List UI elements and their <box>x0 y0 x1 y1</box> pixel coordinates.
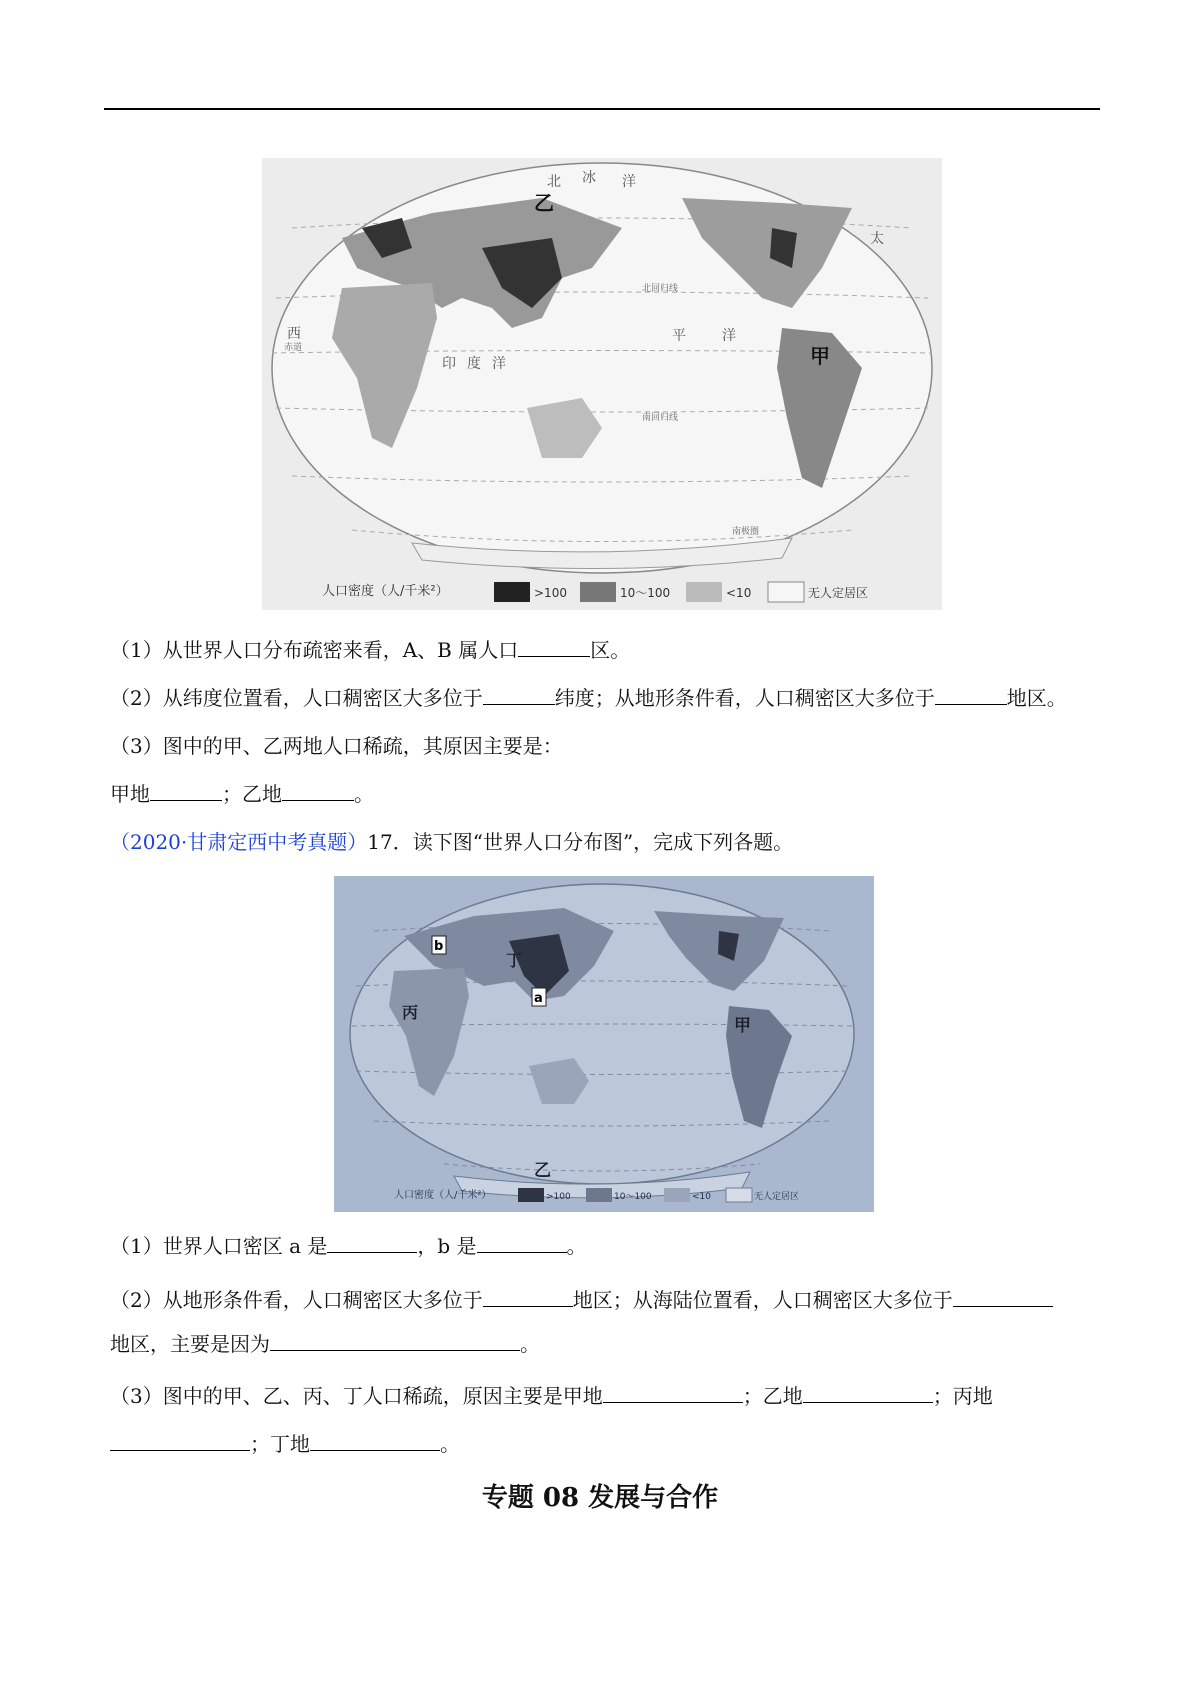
answer-blank[interactable] <box>110 1430 250 1451</box>
legend-label-medium: 10～100 <box>620 586 671 600</box>
q16-line-4: 甲地 ；乙地 。 <box>110 782 374 806</box>
q17-line-3: 地区，主要是因为 。 <box>110 1332 540 1356</box>
legend-swatch-medium <box>586 1188 612 1202</box>
ocean-label: 平 <box>672 328 686 344</box>
equator-label: 赤道 <box>284 343 303 353</box>
legend-label-none: 无人定居区 <box>808 586 869 600</box>
place-label-ding: 丁 <box>506 951 523 970</box>
legend-swatch-dense <box>518 1188 544 1202</box>
legend-label-sparse: <10 <box>692 1192 711 1202</box>
legend-swatch-dense <box>494 582 530 602</box>
answer-blank[interactable] <box>327 1232 417 1253</box>
place-label-yi: 乙 <box>534 191 554 215</box>
q17-line-4: （3）图中的甲、乙、丙、丁人口稀疏，原因主要是甲地 ；乙地 ；丙地 <box>110 1384 993 1408</box>
answer-blank[interactable] <box>282 780 354 801</box>
section-title: 专题 08 发展与合作 <box>481 1483 719 1513</box>
tropic-capricorn-label: 南回归线 <box>642 413 679 423</box>
answer-blank[interactable] <box>477 1232 567 1253</box>
ocean-label: 北 <box>547 174 561 190</box>
antarctic-circle-label: 南极圈 <box>732 527 760 537</box>
answer-blank[interactable] <box>310 1430 440 1451</box>
answer-blank[interactable] <box>603 1382 743 1403</box>
legend-label-dense: >100 <box>534 586 567 600</box>
ocean-label: 印 <box>442 356 456 372</box>
legend-label-none: 无人定居区 <box>754 1192 800 1202</box>
tropic-cancer-label: 北回归线 <box>642 284 679 294</box>
q16-line-3: （3）图中的甲、乙两地人口稀疏，其原因主要是： <box>110 734 563 758</box>
legend-label-sparse: <10 <box>726 586 752 600</box>
q17-stem: （2020·甘肃定西中考真题）17．读下图“世界人口分布图”，完成下列各题。 <box>110 830 794 854</box>
world-population-map-2 <box>334 876 874 1212</box>
ocean-label: 西 <box>287 326 301 342</box>
place-label-bing: 丙 <box>402 1003 419 1022</box>
answer-blank[interactable] <box>270 1330 520 1351</box>
ocean-label: 太 <box>870 231 884 247</box>
answer-blank[interactable] <box>483 684 555 705</box>
ocean-label: 洋 <box>492 356 506 372</box>
legend-label-dense: >100 <box>546 1192 571 1202</box>
legend-swatch-none <box>726 1188 752 1202</box>
ocean-label: 度 <box>467 356 481 372</box>
legend-swatch-none <box>768 582 804 602</box>
place-label-jia: 甲 <box>734 1016 751 1036</box>
answer-blank[interactable] <box>935 684 1007 705</box>
legend-swatch-sparse <box>686 582 722 602</box>
ocean-label: 洋 <box>622 174 636 190</box>
answer-blank[interactable] <box>518 636 590 657</box>
place-label-yi: 乙 <box>534 1161 551 1181</box>
answer-blank[interactable] <box>953 1286 1053 1307</box>
ocean-label: 洋 <box>722 328 736 344</box>
legend-title: 人口密度（人/千米²） <box>322 584 449 599</box>
q17-line-2: （2）从地形条件看，人口稠密区大多位于 地区；从海陆位置看，人口稠密区大多位于 <box>110 1286 1053 1314</box>
legend-swatch-medium <box>580 582 616 602</box>
question-source: （2020·甘肃定西中考真题） <box>110 830 368 854</box>
legend-label-medium: 10～100 <box>614 1192 652 1202</box>
q16-line-1: （1）从世界人口分布疏密来看，A、B 属人口 区。 <box>110 638 631 662</box>
legend-title: 人口密度（人/千米²） <box>394 1190 492 1201</box>
place-label-jia: 甲 <box>810 344 830 368</box>
legend-swatch-sparse <box>664 1188 690 1202</box>
q17-line-1: （1）世界人口密区 a 是 ，b 是 。 <box>110 1234 587 1258</box>
marker-b: b <box>434 939 444 954</box>
q17-line-5: ；丁地 。 <box>110 1430 460 1458</box>
marker-a: a <box>534 991 543 1006</box>
q16-line-2: （2）从纬度位置看，人口稠密区大多位于 纬度；从地形条件看，人口稠密区大多位于 地区。 <box>110 686 1067 710</box>
header-rule <box>104 108 1100 110</box>
world-population-map-1 <box>262 158 942 610</box>
answer-blank[interactable] <box>150 780 222 801</box>
answer-blank[interactable] <box>483 1286 573 1307</box>
answer-blank[interactable] <box>803 1382 933 1403</box>
ocean-label: 冰 <box>582 170 596 186</box>
